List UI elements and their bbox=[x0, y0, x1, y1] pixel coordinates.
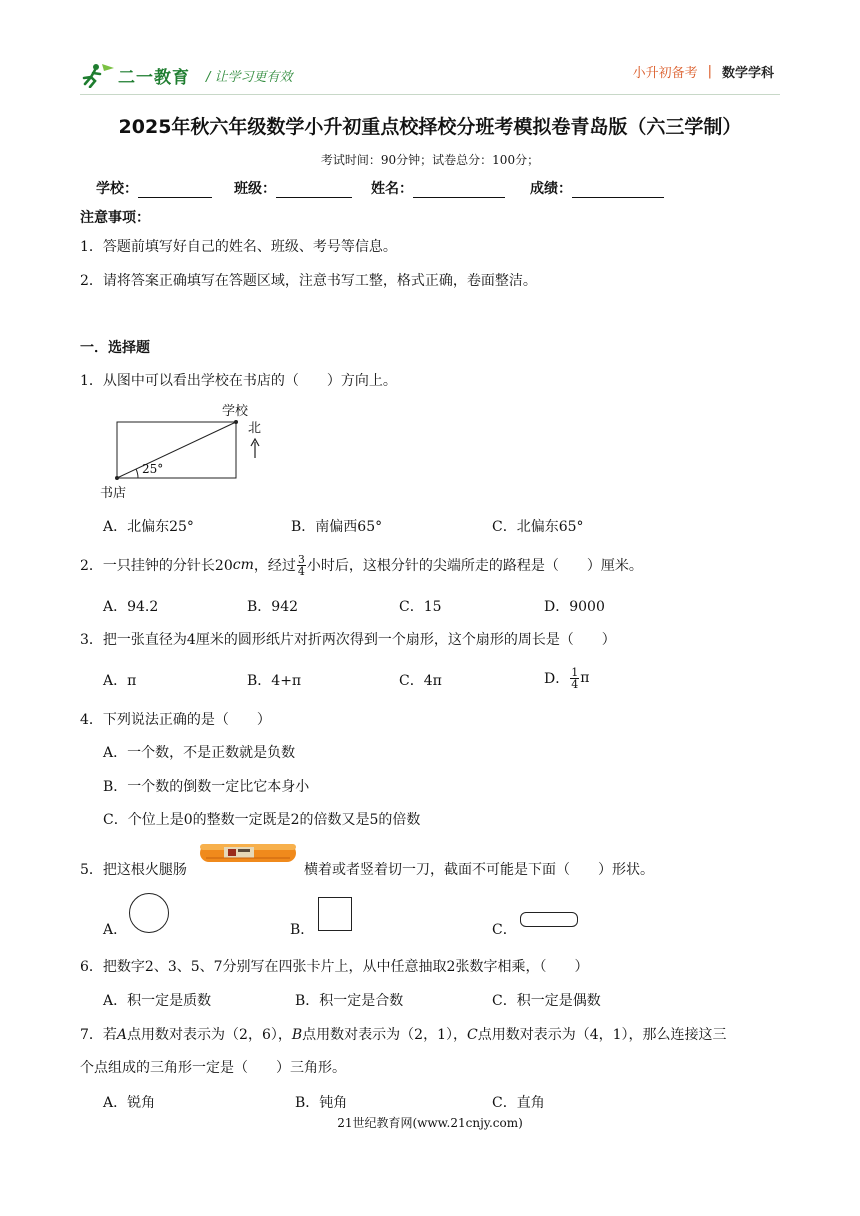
q3-option-d-fraction bbox=[570, 667, 579, 690]
school-label: 学校： bbox=[96, 181, 138, 197]
q6-option-c[interactable]: C．积一定是偶数 bbox=[492, 993, 601, 1009]
q2-unit: cm bbox=[232, 557, 254, 573]
header-separator: | bbox=[707, 64, 712, 79]
q3-option-a[interactable]: A．π bbox=[103, 673, 137, 689]
q5-option-a-circle[interactable] bbox=[129, 893, 169, 933]
name-label: 姓名： bbox=[371, 181, 413, 197]
name-field bbox=[371, 178, 505, 198]
q2-option-d[interactable]: D．9000 bbox=[544, 599, 605, 615]
q1-option-b[interactable]: B．南偏西65° bbox=[291, 519, 383, 535]
question-3-stem: 3．把一张直径为4厘米的圆形纸片对折两次得到一个扇形，这个扇形的周长是（ ） bbox=[80, 632, 616, 648]
q7-option-c[interactable]: C．直角 bbox=[492, 1095, 545, 1111]
q2-stem-part-a: 2．一只挂钟的分针长20 bbox=[80, 558, 233, 574]
q3-frac-num: 1 bbox=[571, 665, 579, 679]
q1-option-c[interactable]: C．北偏东65° bbox=[492, 519, 584, 535]
q7-part-d: 点用数对表示为（4，1），那么连接这三 bbox=[477, 1027, 727, 1043]
logo-text: 二一教育 bbox=[118, 67, 190, 88]
label-angle: 25° bbox=[142, 462, 164, 476]
q5-option-b-label[interactable]: B． bbox=[290, 922, 315, 938]
q7-point-b: B bbox=[291, 1027, 303, 1043]
score-blank[interactable] bbox=[572, 181, 664, 198]
q2-option-c[interactable]: C．15 bbox=[399, 599, 442, 615]
q2-stem-part-c: 小时后，这根分针的尖端所走的路程是（ ）厘米。 bbox=[306, 558, 643, 574]
q2-stem-part-b: ，经过 bbox=[253, 558, 296, 574]
q7-option-a[interactable]: A．锐角 bbox=[103, 1095, 156, 1111]
slogan: / 让学习更有效 bbox=[206, 69, 293, 85]
q3-frac-den: 4 bbox=[571, 677, 579, 691]
q7-part-c: 点用数对表示为（2，1）， bbox=[302, 1027, 467, 1043]
logo bbox=[80, 62, 190, 88]
q5-option-c-label[interactable]: C． bbox=[492, 922, 517, 938]
q7-part-b: 点用数对表示为（2，6）， bbox=[127, 1027, 292, 1043]
q7-point-c: C bbox=[467, 1027, 478, 1043]
q7-part-a: 7．若 bbox=[80, 1027, 117, 1043]
score-field bbox=[530, 178, 664, 198]
section-title: 一．选择题 bbox=[80, 340, 150, 356]
school-field bbox=[96, 178, 212, 198]
q4-option-c[interactable]: C．个位上是0的整数一定既是2的倍数又是5的倍数 bbox=[103, 812, 421, 828]
header-meta bbox=[633, 62, 774, 81]
question-7-line-1 bbox=[80, 1024, 727, 1044]
q3-option-d-suffix: π bbox=[580, 670, 590, 686]
q2-frac-den: 4 bbox=[297, 564, 305, 578]
name-blank[interactable] bbox=[413, 181, 505, 198]
class-label: 班级： bbox=[234, 181, 276, 197]
q7-option-b[interactable]: B．钝角 bbox=[295, 1095, 348, 1111]
page-title: 2025年秋六年级数学小升初重点校择校分班考模拟卷青岛版（六三学制） bbox=[118, 116, 742, 138]
question-7-line-2: 个点组成的三角形一定是（ ）三角形。 bbox=[80, 1060, 346, 1076]
question-1-stem: 1．从图中可以看出学校在书店的（ ）方向上。 bbox=[80, 373, 397, 389]
q7-point-a: A bbox=[116, 1027, 128, 1043]
question-2-stem bbox=[80, 548, 643, 582]
notes-heading: 注意事项： bbox=[80, 210, 150, 226]
class-field bbox=[234, 178, 352, 198]
class-blank[interactable] bbox=[276, 181, 352, 198]
q3-option-b[interactable]: B．4+π bbox=[247, 673, 302, 689]
exam-subtitle: 考试时间：90分钟；试卷总分：100分； bbox=[320, 153, 540, 167]
exam-category: 小升初备考 bbox=[632, 66, 698, 81]
school-blank[interactable] bbox=[138, 181, 212, 198]
q6-option-a[interactable]: A．积一定是质数 bbox=[103, 993, 212, 1009]
question-5-stem-a: 5．把这根火腿肠 bbox=[80, 862, 187, 878]
runner-logo-icon bbox=[80, 62, 116, 88]
header-divider bbox=[80, 94, 780, 95]
q3-option-d-prefix: D． bbox=[544, 671, 570, 687]
page-footer[interactable]: 21世纪教育网(www.21cnjy.com) bbox=[337, 1116, 523, 1130]
q2-option-b[interactable]: B．942 bbox=[247, 599, 299, 615]
q2-option-a[interactable]: A．94.2 bbox=[103, 599, 159, 615]
note-item-2: 2．请将答案正确填写在答题区域，注意书写工整，格式正确，卷面整洁。 bbox=[80, 273, 537, 289]
header-brand bbox=[80, 60, 293, 90]
q3-option-d[interactable] bbox=[544, 660, 589, 696]
q2-frac-num: 3 bbox=[297, 552, 305, 566]
q4-option-a[interactable]: A．一个数，不是正数就是负数 bbox=[103, 745, 296, 761]
q5-option-b-square[interactable] bbox=[318, 897, 352, 931]
q4-option-b[interactable]: B．一个数的倒数一定比它本身小 bbox=[103, 779, 310, 795]
label-bookstore: 书店 bbox=[100, 486, 127, 501]
q6-option-b[interactable]: B．积一定是合数 bbox=[295, 993, 404, 1009]
q5-option-c-rounded-rect[interactable] bbox=[520, 912, 578, 927]
label-school: 学校 bbox=[222, 404, 249, 419]
q2-fraction bbox=[297, 554, 306, 577]
sausage-image bbox=[198, 840, 298, 866]
q1-option-a[interactable]: A．北偏东25° bbox=[103, 519, 194, 535]
question-6-stem: 6．把数字2、3、5、7分别写在四张卡片上，从中任意抽取2张数字相乘，（ ） bbox=[80, 959, 589, 975]
label-north: 北 bbox=[248, 421, 262, 436]
note-item-1: 1．答题前填写好自己的姓名、班级、考号等信息。 bbox=[80, 239, 397, 255]
score-label: 成绩： bbox=[530, 181, 572, 197]
sausage-icon bbox=[198, 840, 298, 866]
question-5-stem-b: 横着或者竖着切一刀，截面不可能是下面（ ）形状。 bbox=[304, 862, 654, 878]
subject-label: 数学学科 bbox=[721, 66, 774, 81]
q3-option-c[interactable]: C．4π bbox=[399, 673, 442, 689]
question-4-stem: 4．下列说法正确的是（ ） bbox=[80, 712, 271, 728]
q5-option-a-label[interactable]: A． bbox=[103, 922, 128, 938]
question-1-figure bbox=[96, 398, 276, 502]
